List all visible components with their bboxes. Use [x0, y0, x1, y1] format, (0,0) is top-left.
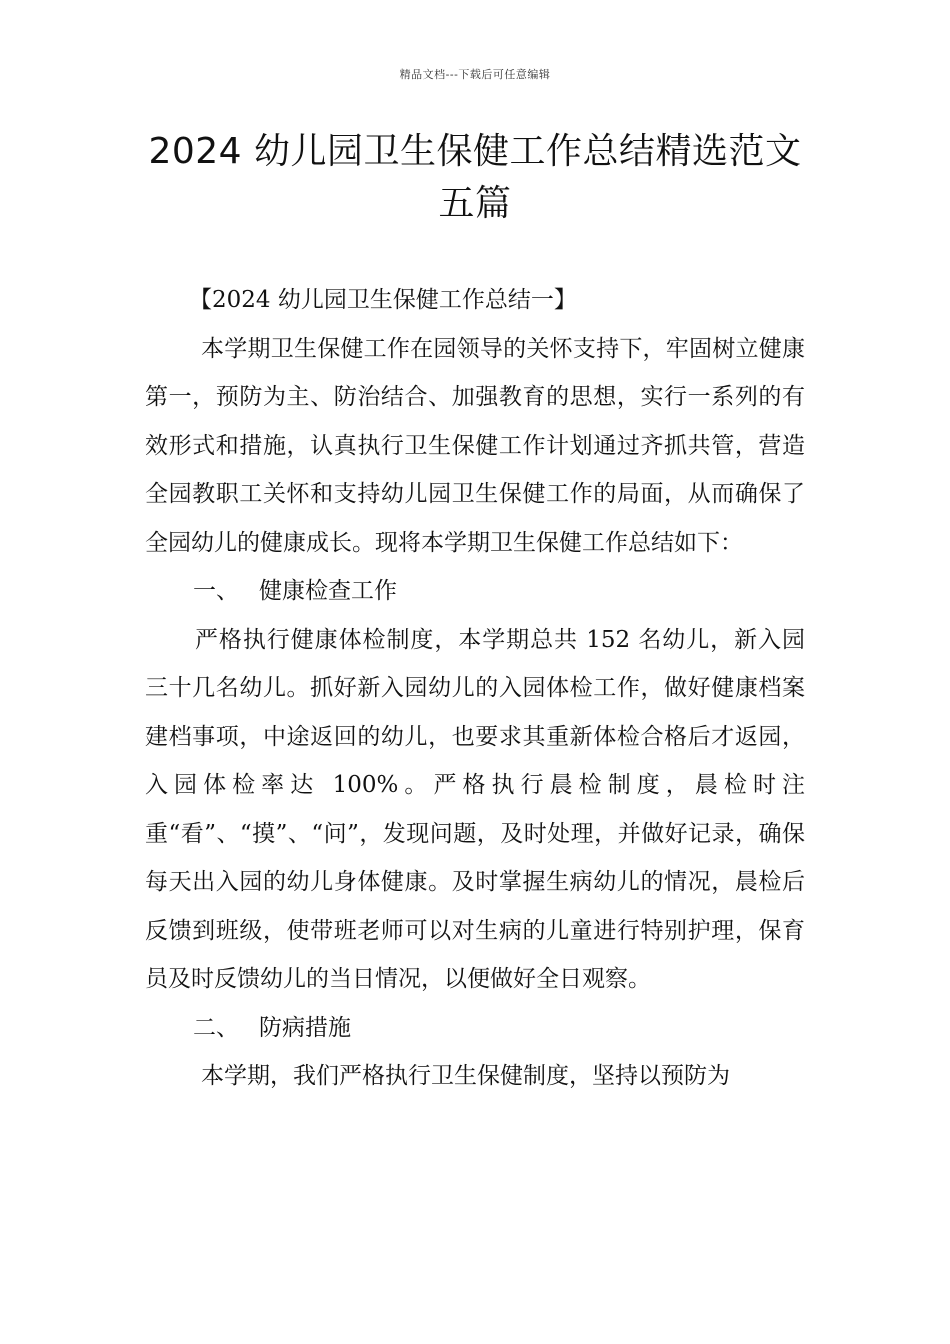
heading-number: 一、: [193, 578, 239, 604]
section-heading: 【2024 幼儿园卫生保健工作总结一】: [189, 287, 577, 313]
document-title-line-2: 五篇: [438, 183, 512, 224]
heading-number: 二、: [193, 1014, 239, 1041]
heading-text: 防病措施: [259, 1014, 351, 1041]
heading-text: 健康检查工作: [259, 578, 397, 604]
document-title: [145, 126, 805, 230]
intro-paragraph: 本学期卫生保健工作在园领导的关怀支持下，牢固树立健康第一，预防为主、防治结合、加强教育的思想，实行一系列的有效形式和措施，认真执行卫生保健工作计划通过齐抓共管，营造全园教职工关怀和支持幼儿园卫生保健工作的局面，从而确保了全园幼儿的健康成长。现将本学期卫生保健工作总结如下：: [145, 335, 805, 556]
document-body: [145, 276, 805, 1101]
health-check-paragraph: 严格执行健康体检制度，本学期总共 152 名幼儿，新入园三十几名幼儿。抓好新入园幼儿的入园体检工作，做好健康档案建档事项，中途返回的幼儿，也要求其重新体检合格后才返园，入园体检率达 100%。严格执行晨检制度，晨检时注重“看”、“摸”、“问”，发现问题，及时处理，并做好记录，确保每天出入园的幼儿身体健康。及时掌握生病幼儿的情况，晨检后反馈到班级，使带班老师可以对生病的儿童进行特别护理，保育员及时反馈幼儿的当日情况，以便做好全日观察。: [145, 626, 805, 992]
heading-prevention: [145, 1004, 805, 1053]
prevention-paragraph: 本学期，我们严格执行卫生保健制度，坚持以预防为: [201, 1063, 730, 1089]
heading-health-check: [145, 567, 805, 616]
document-title-line-1: 2024 幼儿园卫生保健工作总结精选范文: [148, 131, 802, 172]
page-header-note: 精品文档---下载后可任意编辑: [399, 68, 551, 81]
